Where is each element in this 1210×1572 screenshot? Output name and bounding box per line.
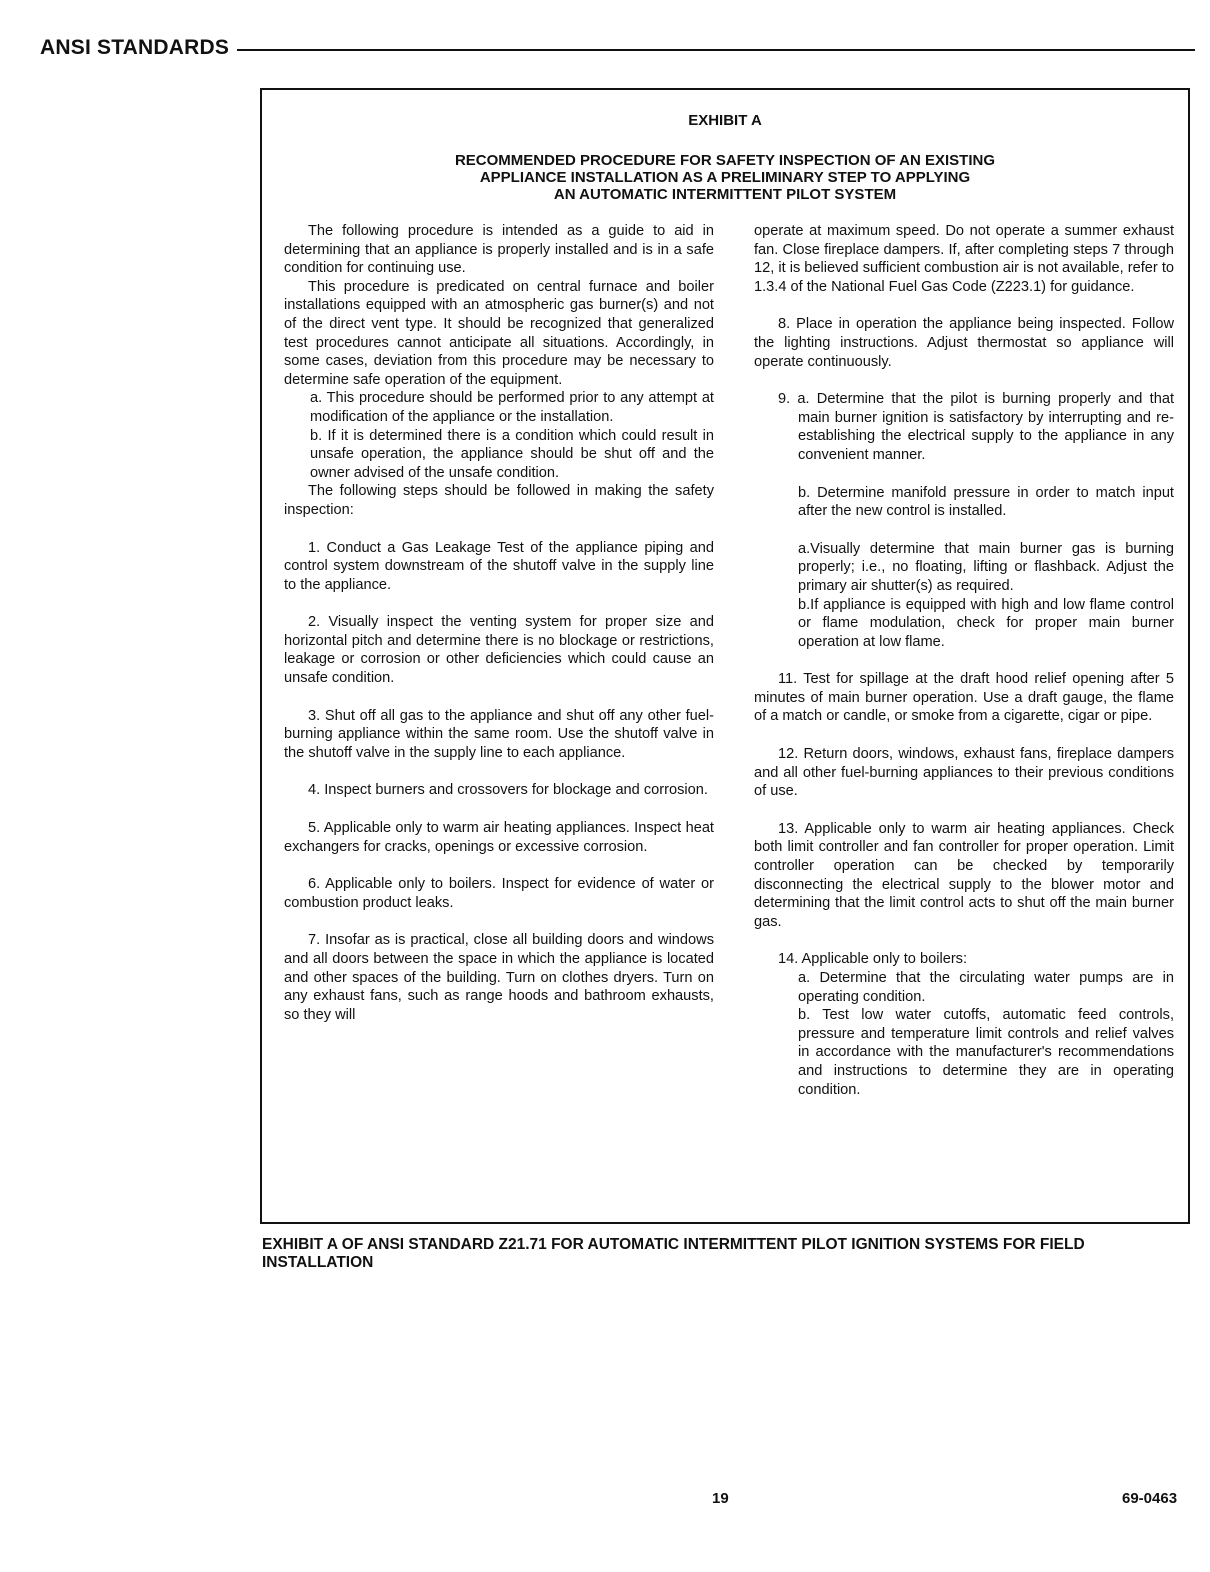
- intro-item-b: b. If it is determined there is a condition which could result in unsafe operation, the appliance should be shut off and the owner advised of the unsafe condition.: [310, 427, 714, 481]
- heading-line-2: APPLIANCE INSTALLATION AS A PRELIMINARY STEP TO APPLYING: [479, 169, 971, 186]
- step-14a: a. Determine that the circulating water pumps are in operating condition.: [798, 970, 1174, 1005]
- step-10a: a.Visually determine that main burner gas is burning properly; i.e., no floating, lifting or flashback. Adjust the primary air shutter(s) as required.: [798, 540, 1174, 594]
- intro-paragraph-3: The following steps should be followed in making the safety inspection:: [284, 483, 714, 518]
- step-2: 2. Visually inspect the venting system for proper size and horizontal pitch and determine there is no blockage or restrictions, leakage or corrosion or other deficiencies which could cause an unsafe condition.: [284, 614, 714, 687]
- header-title: ANSI STANDARDS: [40, 36, 230, 59]
- step-12: 12. Return doors, windows, exhaust fans, fireplace dampers and all other fuel-burning appliances to their previous conditions of use.: [754, 746, 1174, 800]
- exhibit-label: EXHIBIT A: [688, 112, 762, 129]
- step-14: 14. Applicable only to boilers:: [778, 951, 968, 968]
- page-header: [40, 33, 1195, 63]
- right-column: [754, 222, 1174, 1099]
- step-8: 8. Place in operation the appliance being inspected. Follow the lighting instructions. Adjust thermostat so appliance will operate continuously.: [754, 316, 1174, 370]
- step-7-continued: operate at maximum speed. Do not operate a summer exhaust fan. Close fireplace dampers. If, after completing steps 7 through 12, it is believed sufficient combustion air is not available, refer to 1.3.4 of the National Fuel Gas Code (Z223.1) for guidance.: [754, 223, 1174, 295]
- document-number: 69-0463: [1122, 1490, 1178, 1507]
- intro-item-a: a. This procedure should be performed prior to any attempt at modification of the appliance or the installation.: [310, 390, 714, 425]
- heading-line-1: RECOMMENDED PROCEDURE FOR SAFETY INSPECTION OF AN EXISTING: [454, 152, 996, 169]
- step-11: 11. Test for spillage at the draft hood relief opening after 5 minutes of main burner operation. Use a draft gauge, the flame of a match or candle, or smoke from a cigarette, cigar or pipe.: [754, 671, 1174, 725]
- step-4: 4. Inspect burners and crossovers for blockage and corrosion.: [308, 782, 708, 799]
- intro-paragraph-2: This procedure is predicated on central furnace and boiler installations equipped with an atmospheric gas burner(s) and not of the direct vent type. It should be recognized that generalized test procedures cannot anticipate all situations. Accordingly, in some cases, deviation from this procedure may be necessary to determine safe operation of the equipment.: [284, 278, 714, 388]
- step-1: 1. Conduct a Gas Leakage Test of the appliance piping and control system downstream of the shutoff valve in the supply line to the appliance.: [284, 539, 714, 593]
- page-number: 19: [712, 1490, 729, 1507]
- step-10b: b.If appliance is equipped with high and low flame control or flame modulation, check for proper main burner operation at low flame.: [798, 596, 1174, 650]
- step-6: 6. Applicable only to boilers. Inspect for evidence of water or combustion product leaks.: [284, 876, 714, 911]
- step-9a: 9. a. Determine that the pilot is burning properly and that main burner ignition is satisfactory by interrupting and re-establishing the electrical supply to the appliance in any convenient manner.: [778, 391, 1174, 463]
- header-rule: [237, 49, 1195, 51]
- intro-paragraph-1: The following procedure is intended as a guide to aid in determining that an appliance is properly installed and is in a safe condition for continuing use.: [284, 223, 714, 277]
- step-14b: b. Test low water cutoffs, automatic feed controls, pressure and temperature limit controls and relief valves in accordance with the manufacturer's recommendations and instructions to determine they are in operating condition.: [798, 1007, 1174, 1098]
- exhibit-box: [260, 88, 1190, 1224]
- step-9b: b. Determine manifold pressure in order to match input after the new control is installed.: [798, 484, 1174, 520]
- left-column: [284, 222, 714, 1024]
- step-13: 13. Applicable only to warm air heating appliances. Check both limit controller and fan controller for proper operation. Limit controller operation can be checked by temporarily disconnecting the electrical supply to the blower motor and determining that the limit control acts to shut off the main burner gas.: [754, 820, 1174, 930]
- step-7: 7. Insofar as is practical, close all building doors and windows and all doors between the space in which the appliance is located and other spaces of the building. Turn on clothes dryers. Turn on any exhaust fans, such as range hoods and bathroom exhausts, so they will: [284, 932, 714, 1023]
- exhibit-heading: [262, 152, 1188, 203]
- step-3: 3. Shut off all gas to the appliance and shut off any other fuel-burning appliance within the same room. Use the shutoff valve in the shutoff valve in the supply line to each appliance.: [284, 707, 714, 761]
- exhibit-caption: EXHIBIT A OF ANSI STANDARD Z21.71 FOR AUTOMATIC INTERMITTENT PILOT IGNITION SYSTEMS FOR FIELD INSTALLATION: [262, 1236, 1085, 1271]
- heading-line-3: AN AUTOMATIC INTERMITTENT PILOT SYSTEM: [553, 186, 897, 203]
- step-5: 5. Applicable only to warm air heating appliances. Inspect heat exchangers for cracks, openings or excessive corrosion.: [284, 820, 714, 855]
